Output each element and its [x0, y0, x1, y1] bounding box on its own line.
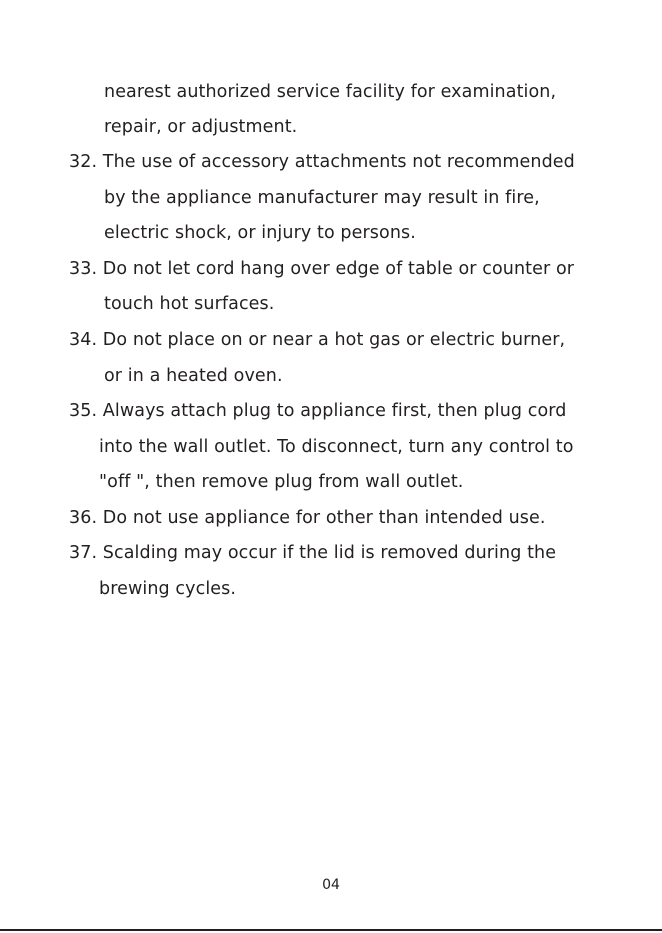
item-35-line-3: "off ", then remove plug from wall outlet.: [99, 472, 464, 492]
item-32-line-2: by the appliance manufacturer may result in fire,: [104, 188, 540, 208]
item-34-line-2: or in a heated oven.: [104, 366, 283, 386]
item-34-line-1: 34. Do not place on or near a hot gas or electric burner,: [69, 330, 566, 350]
continuation-line-2: repair, or adjustment.: [104, 117, 298, 137]
item-37-line-1: 37. Scalding may occur if the lid is removed during the: [69, 543, 557, 563]
item-33-line-2: touch hot surfaces.: [104, 294, 275, 314]
item-32-line-3: electric shock, or injury to persons.: [104, 223, 416, 243]
item-36-line-1: 36. Do not use appliance for other than intended use.: [69, 508, 546, 528]
item-37-line-2: brewing cycles.: [99, 579, 237, 599]
bottom-edge-rule: [0, 929, 662, 931]
item-32-line-1: 32. The use of accessory attachments not recommended: [69, 152, 575, 172]
item-35-line-2: into the wall outlet. To disconnect, turn any control to: [99, 437, 574, 457]
item-35-line-1: 35. Always attach plug to appliance first, then plug cord: [69, 401, 567, 421]
continuation-line-1: nearest authorized service facility for examination,: [104, 82, 557, 102]
item-33-line-1: 33. Do not let cord hang over edge of table or counter or: [69, 259, 575, 279]
page-number: 04: [322, 877, 340, 893]
